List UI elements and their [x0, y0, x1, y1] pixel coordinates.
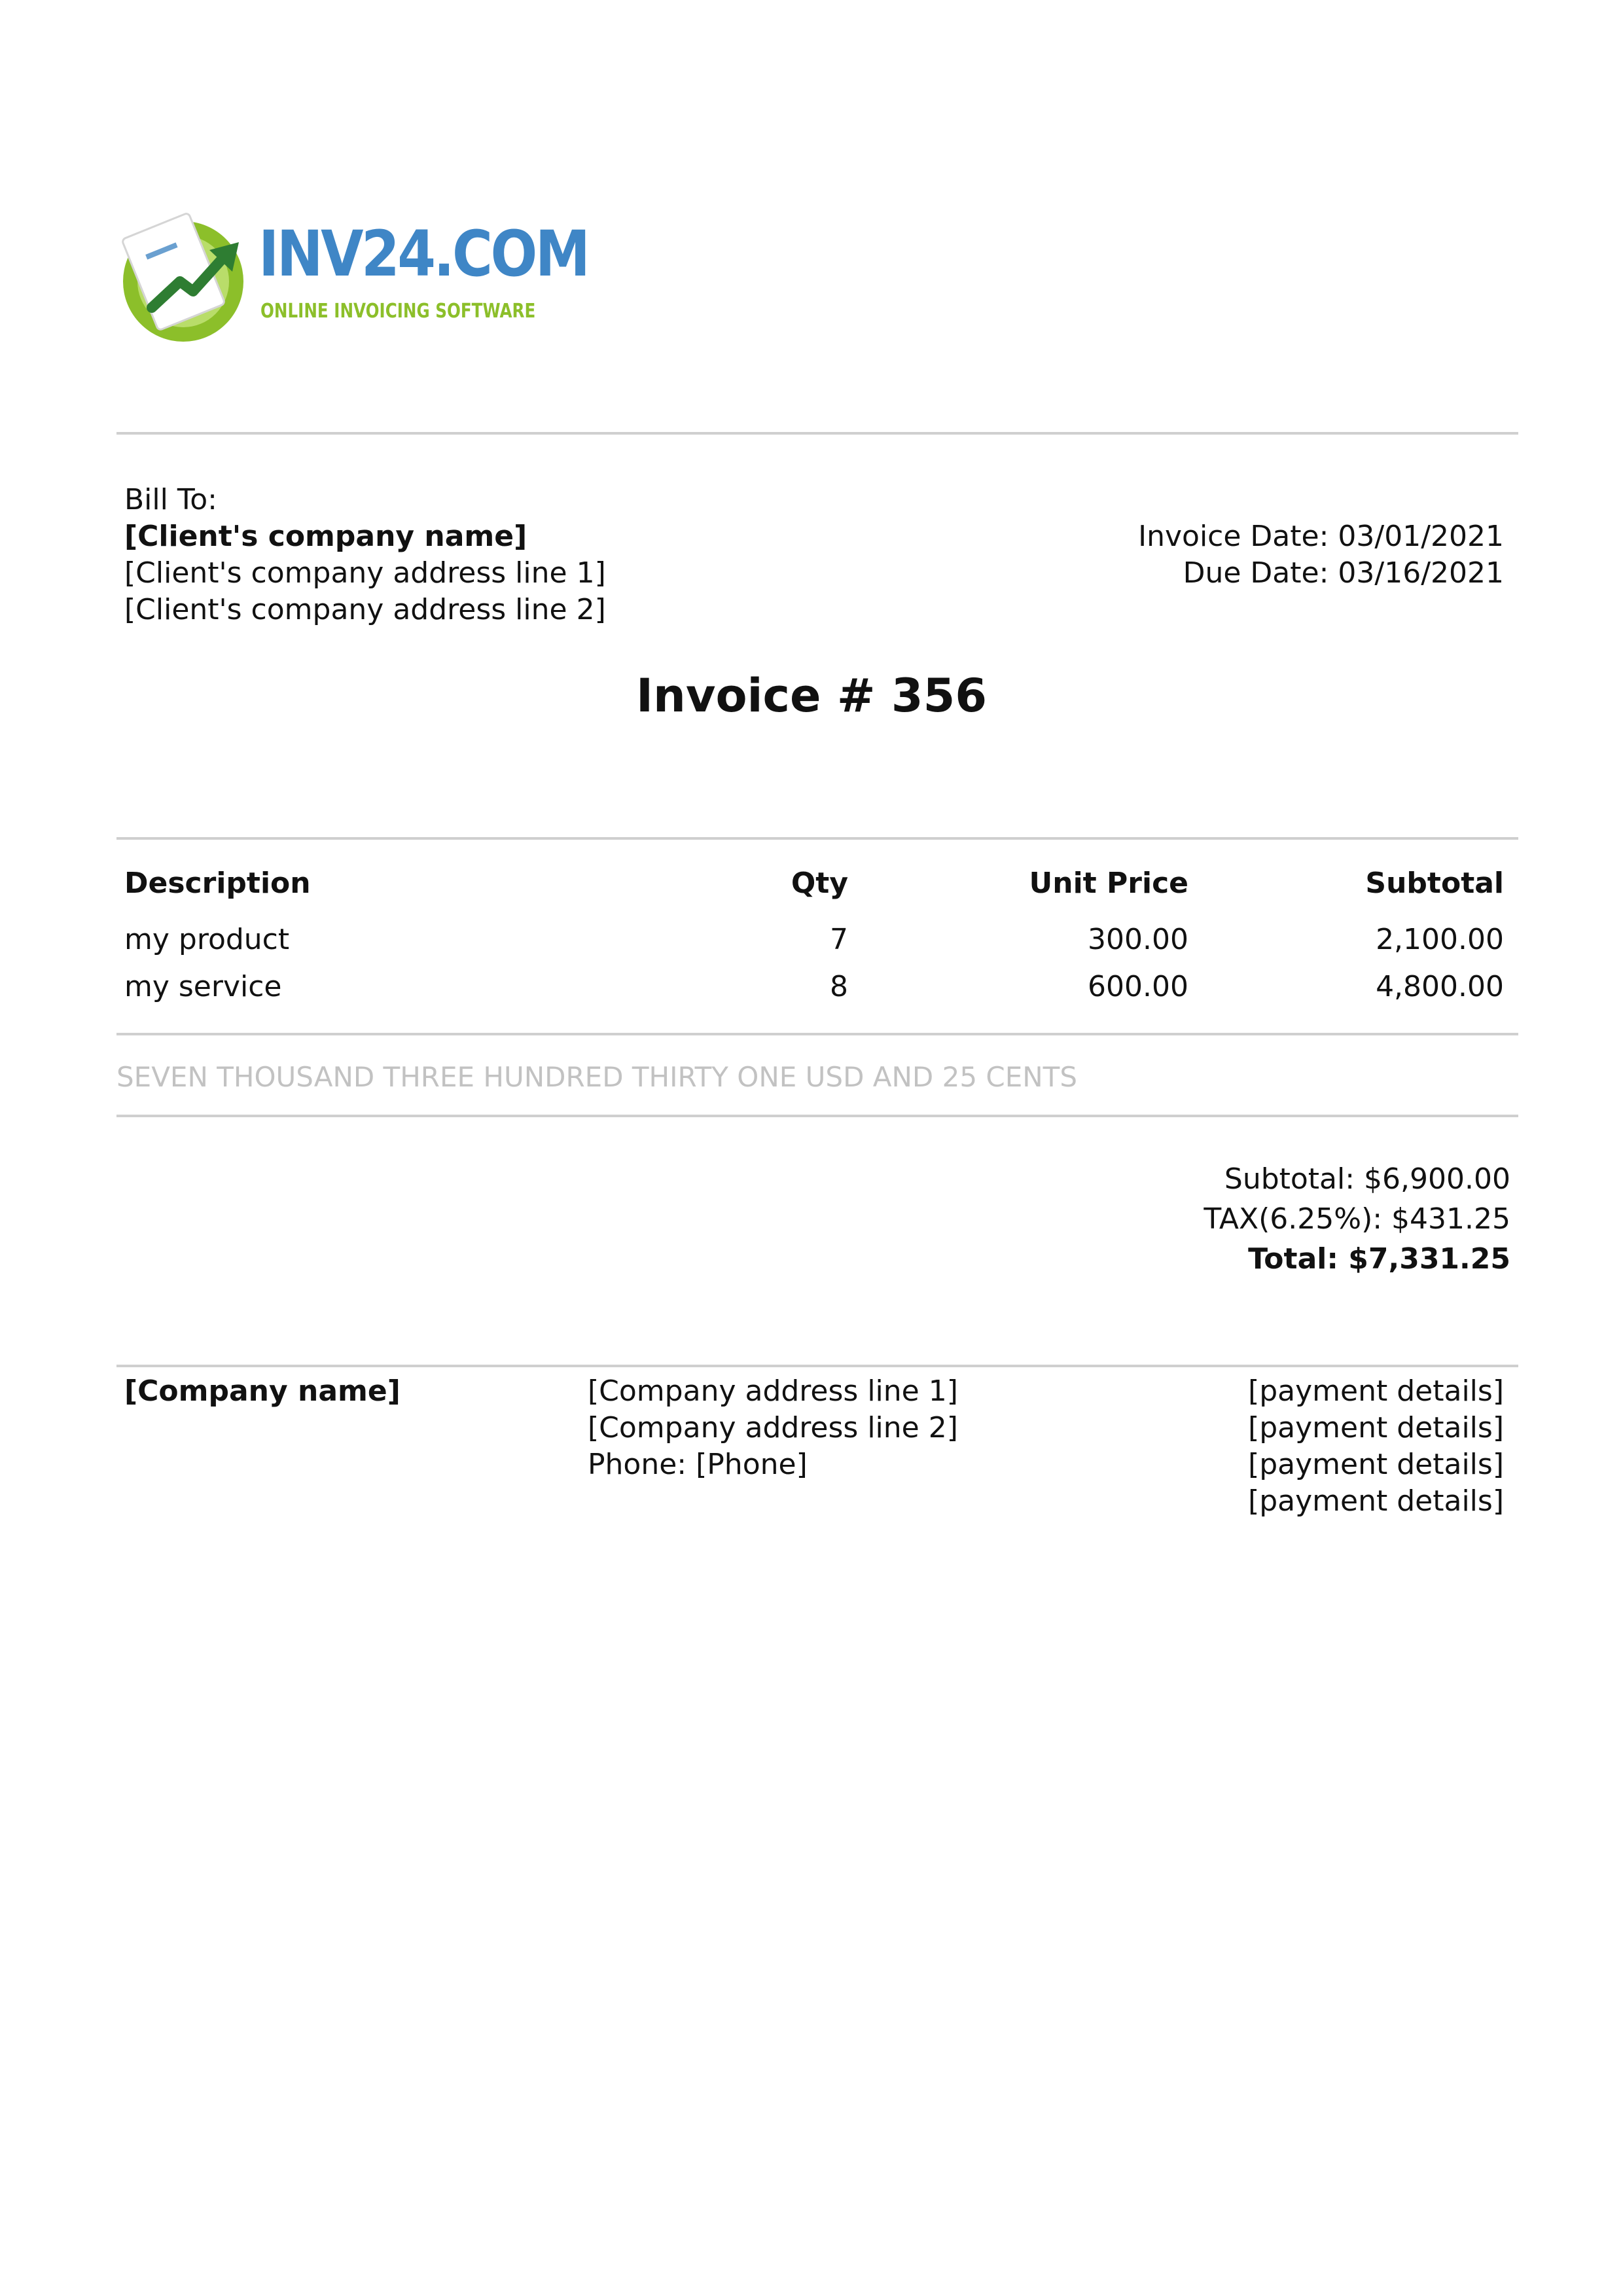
footer-payment-details: [payment details]: [1248, 1411, 1504, 1444]
footer-divider: [116, 1365, 1518, 1367]
header-qty: Qty: [791, 867, 848, 900]
totals-subtotal: Subtotal: $6,900.00: [1224, 1162, 1510, 1196]
table-bottom-divider: [116, 1033, 1518, 1035]
client-company-name: [Client's company name]: [124, 520, 527, 553]
due-date: Due Date: 03/16/2021: [1183, 556, 1504, 590]
footer-payment-details: [payment details]: [1248, 1484, 1504, 1518]
header-description: Description: [124, 867, 311, 900]
row-subtotal: 4,800.00: [1376, 970, 1504, 1003]
row-qty: 8: [830, 970, 848, 1003]
header-divider: [116, 432, 1518, 435]
invoice-title: Invoice # 356: [635, 669, 988, 723]
row-unit-price: 300.00: [1088, 923, 1188, 956]
amount-in-words: SEVEN THOUSAND THREE HUNDRED THIRTY ONE USD AND 25 CENTS: [116, 1061, 1077, 1093]
row-unit-price: 600.00: [1088, 970, 1188, 1003]
logo-icon: [118, 209, 255, 347]
row-description: my service: [124, 970, 282, 1003]
client-address-line-2: [Client's company address line 2]: [124, 593, 606, 626]
logo-name: INV24.COM: [259, 217, 588, 291]
totals-tax: TAX(6.25%): $431.25: [1204, 1202, 1510, 1236]
header-unit-price: Unit Price: [1029, 867, 1188, 900]
header-subtotal: Subtotal: [1365, 867, 1504, 900]
bill-to-label: Bill To:: [124, 483, 217, 516]
totals-total: Total: $7,331.25: [1248, 1242, 1510, 1276]
footer-payment-details: [payment details]: [1248, 1374, 1504, 1408]
row-description: my product: [124, 923, 290, 956]
footer-address-line: [Company address line 1]: [588, 1374, 958, 1408]
words-divider: [116, 1115, 1518, 1117]
footer-address-line: [Company address line 2]: [588, 1411, 958, 1444]
table-top-divider: [116, 837, 1518, 840]
client-address-line-1: [Client's company address line 1]: [124, 556, 606, 590]
row-qty: 7: [830, 923, 848, 956]
logo-tagline: ONLINE INVOICING SOFTWARE: [260, 300, 536, 323]
invoice-date: Invoice Date: 03/01/2021: [1138, 520, 1504, 553]
footer-company-name: [Company name]: [124, 1374, 401, 1408]
company-logo: [118, 209, 588, 347]
footer-payment-details: [payment details]: [1248, 1448, 1504, 1481]
footer-phone: Phone: [Phone]: [588, 1448, 808, 1481]
row-subtotal: 2,100.00: [1376, 923, 1504, 956]
